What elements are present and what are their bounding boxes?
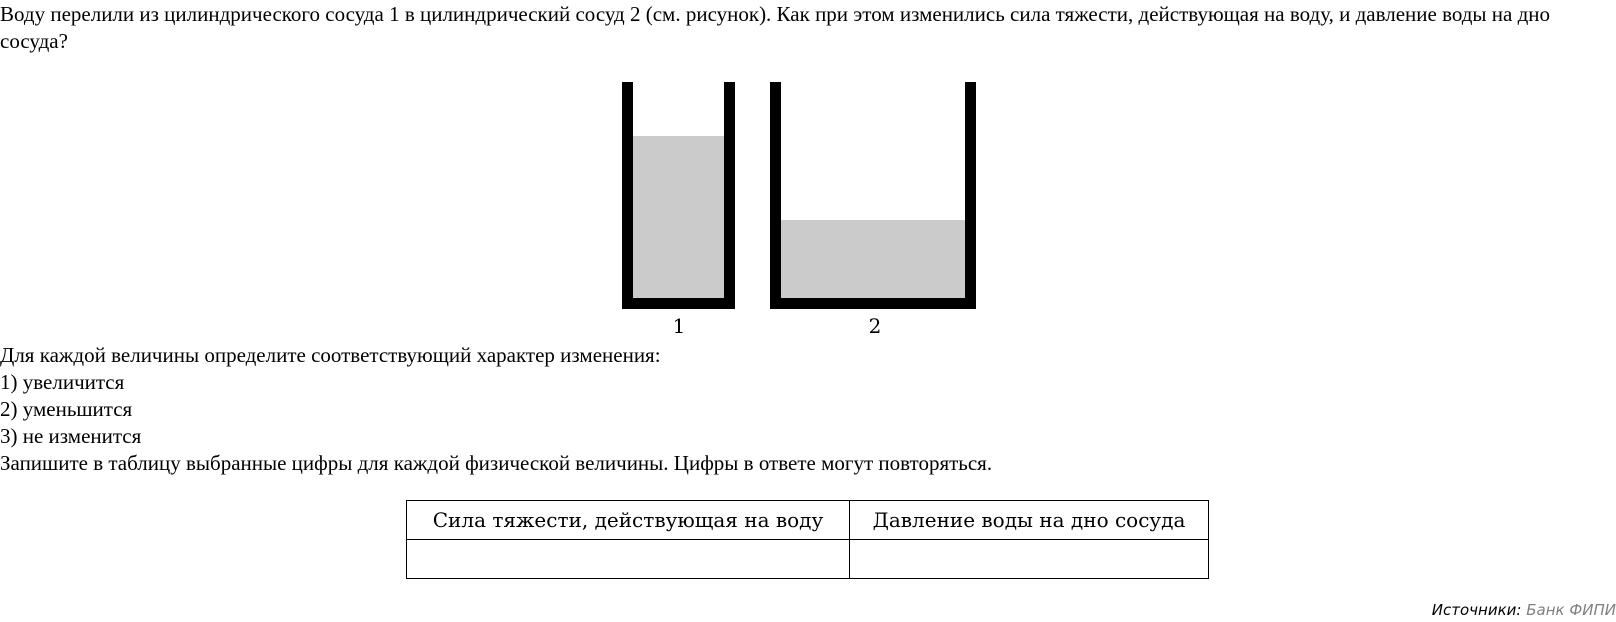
instructions-intro: Для каждой величины определите соответствующий характер изменения: [0, 343, 661, 367]
answer-cell-gravity-force[interactable] [407, 540, 850, 579]
vessel-2-water [781, 220, 965, 298]
question-text: Воду перелили из цилиндрического сосуда 1 в цилиндрический сосуд 2 (см. рисунок). Как при этом изменились сила тяжести, действующая на воду, и давление воды на дно сосуда? [0, 2, 1551, 53]
source-line [1432, 601, 1616, 619]
option-2: 2) уменьшится [0, 397, 133, 421]
header-gravity-force: Сила тяжести, действующая на воду [407, 501, 850, 540]
vessel-2-left-wall [770, 82, 781, 309]
vessel-2-bottom [770, 298, 976, 309]
vessel-1-bottom [622, 298, 735, 309]
instructions [0, 342, 992, 477]
vessel-1-right-wall [724, 82, 735, 309]
vessel-2-right-wall [965, 82, 976, 309]
source-label: Источники: [1431, 601, 1522, 619]
answer-table-header-row [407, 501, 1209, 540]
answer-table [406, 500, 1209, 579]
source-link[interactable]: Банк ФИПИ [1526, 601, 1616, 619]
header-bottom-pressure: Давление воды на дно сосуда [850, 501, 1209, 540]
answer-cell-bottom-pressure[interactable] [850, 540, 1209, 579]
option-1: 1) увеличится [0, 370, 125, 394]
option-3: 3) не изменится [0, 424, 142, 448]
vessel-1-label: 1 [672, 314, 686, 338]
vessel-1-left-wall [622, 82, 633, 309]
instructions-outro: Запишите в таблицу выбранные цифры для каждой физической величины. Цифры в ответе могут повторяться. [0, 451, 993, 475]
answer-table-row [407, 540, 1209, 579]
vessel-2-label: 2 [868, 314, 882, 338]
vessel-1-water [633, 136, 724, 298]
